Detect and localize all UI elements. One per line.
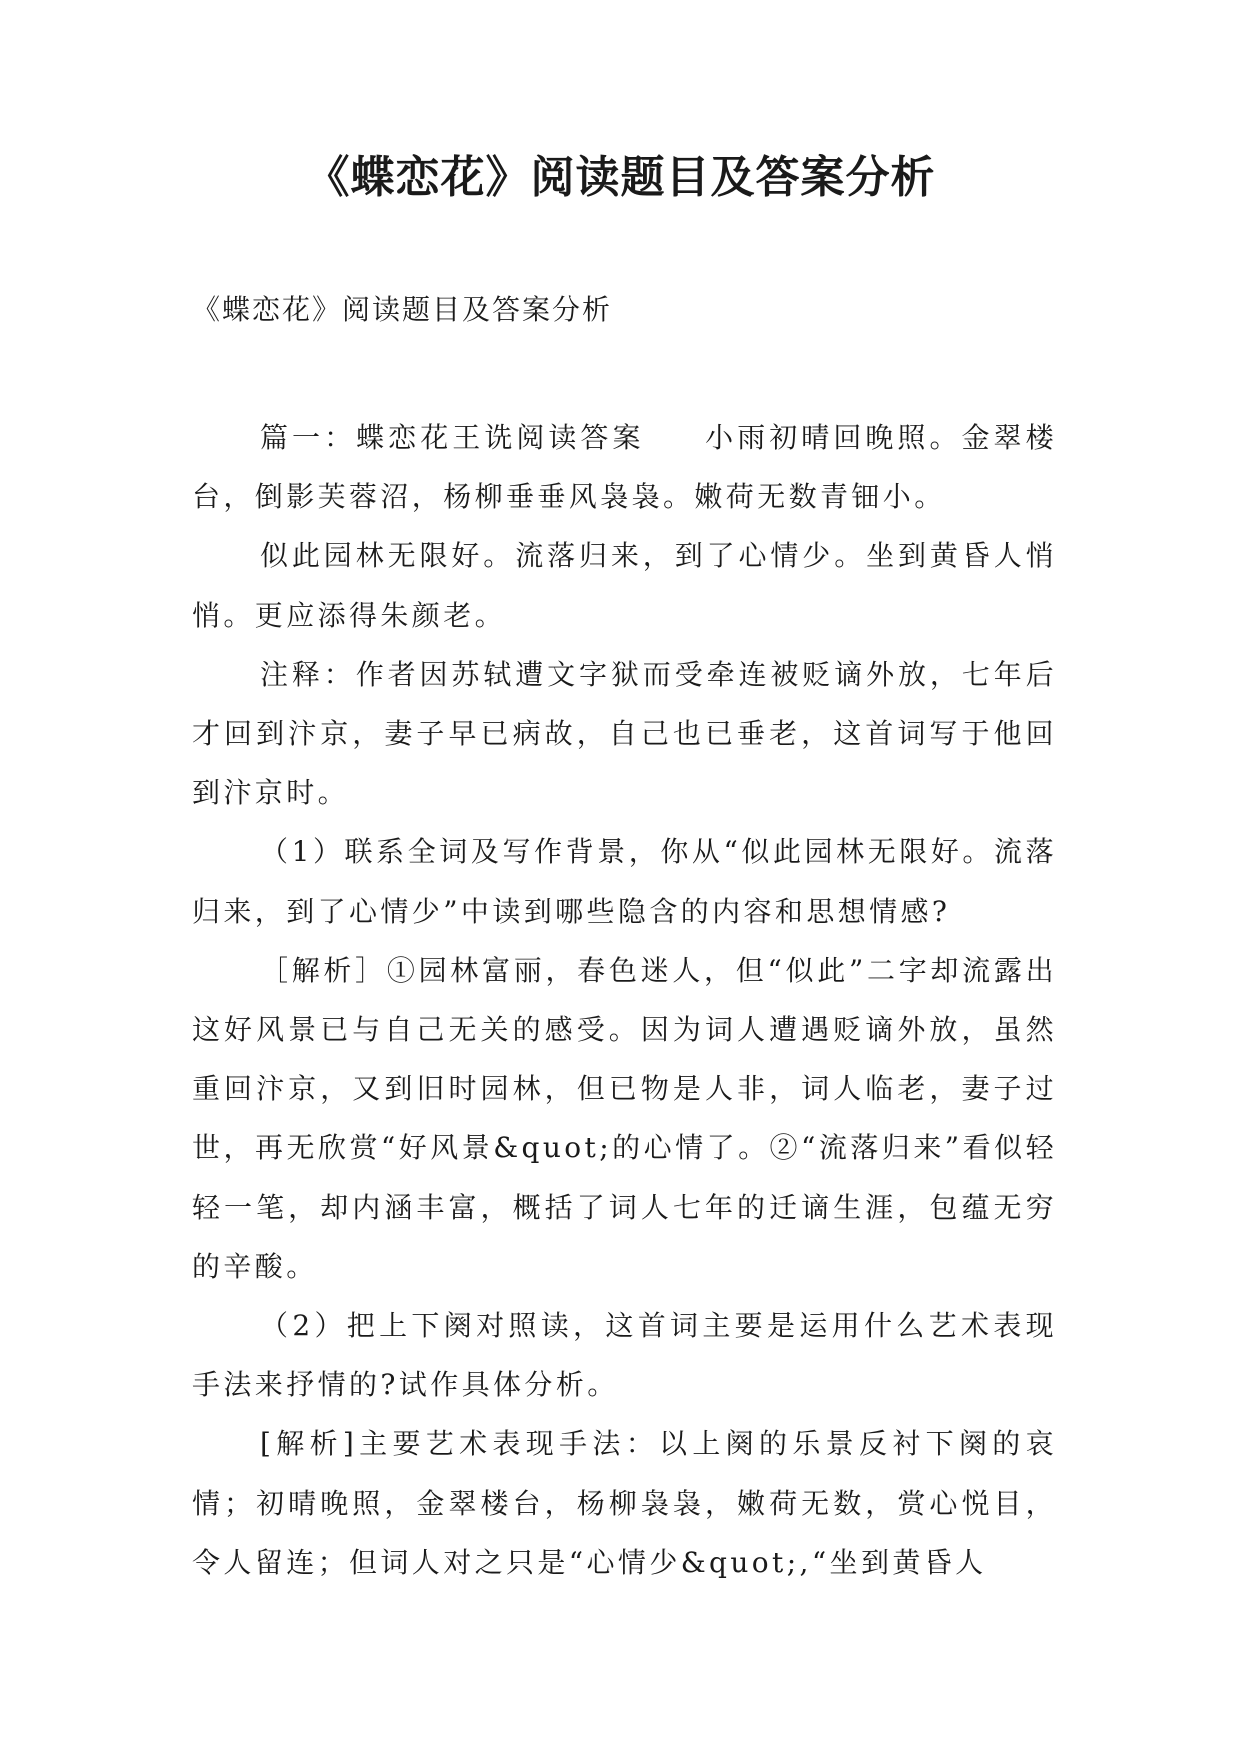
paragraph: （2）把上下阕对照读，这首词主要是运用什么艺术表现手法来抒情的?试作具体分析。 <box>192 1309 1057 1402</box>
paragraph <box>192 408 1057 526</box>
paragraph: [解析]主要艺术表现手法：以上阕的乐景反衬下阕的哀情；初晴晚照，金翠楼台，杨柳袅袅，嫩荷无数，赏心悦目，令人留连；但词人对之只是“心情少&quot;,“坐到黄昏人 <box>192 1427 1057 1579</box>
paragraph: ［解析］①园林富丽，春色迷人，但“似此”二字却流露出这好风景已与自己无关的感受。因为词人遭遇贬谪外放，虽然重回汴京，又到旧时园林，但已物是人非，词人临老，妻子过世，再无欣赏“好风景&quot;的心情了。②“流落归来”看似轻轻一笔，却内涵丰富，概括了词人七年的迁谪生涯，包蕴无穷的辛酸。 <box>192 953 1057 1283</box>
paragraph-lead: 篇一：蝶恋花王诜阅读答案 <box>260 421 645 454</box>
paragraph: （1）联系全词及写作背景，你从“似此园林无限好。流落归来，到了心情少”中读到哪些隐含的内容和思想情感? <box>192 835 1057 928</box>
paragraph: 注释：作者因苏轼遭文字狱而受牵连被贬谪外放，七年后才回到汴京，妻子早已病故，自己也已垂老，这首词写于他回到汴京时。 <box>192 657 1057 810</box>
document-title: 《蝶恋花》阅读题目及答案分析 <box>305 152 936 203</box>
paragraph-text: 小雨初晴回晚照。金翠楼台，倒影芙蓉沼，杨柳垂垂风袅袅。嫩荷无数青钿小。 <box>192 421 1057 514</box>
document-body <box>192 408 1057 1592</box>
document-subtitle: 《蝶恋花》阅读题目及答案分析 <box>192 293 613 326</box>
paragraph: 似此园林无限好。流落归来，到了心情少。坐到黄昏人悄悄。更应添得朱颜老。 <box>192 539 1057 632</box>
